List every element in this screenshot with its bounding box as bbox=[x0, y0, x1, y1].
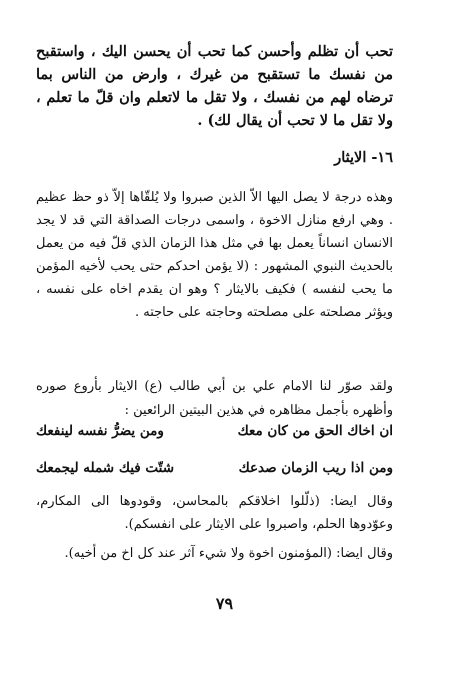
section-heading: ١٦- الايثار bbox=[334, 149, 393, 166]
verse-1-first-hemistich: ان اخاك الحق من كان معك bbox=[237, 423, 393, 439]
verse-line-1 bbox=[36, 423, 393, 439]
verse-line-2 bbox=[36, 460, 393, 476]
verse-1-second-hemistich: ومن يضرُّ نفسه لينفعك bbox=[36, 423, 164, 439]
verse-2-second-hemistich: شتّت فيك شمله ليجمعك bbox=[36, 460, 175, 476]
verse-2-first-hemistich: ومن اذا ريب الزمان صدعك bbox=[238, 460, 393, 476]
paragraph-2: ولقد صوّر لنا الامام علي بن أبي طالب (ع) الايثار بأروع صوره وأظهره بأجمل مظاهره في هذين البيتين الرائعين : bbox=[36, 379, 393, 418]
paragraph-1: وهذه درجة لا يصل اليها الاّ الذين صبروا ولا يُلقّاها إلاّ ذو حظ عظيم . وهي ارفع منازل الاخوة ، واسمى درجات الصداقة التي قد لا يجد الانسان انساناً يعمل بها في مثل هذا الزمان الذي قلّ فيه من يعمل بالحديث النبوي المشهور : (لا يؤمن احدكم حتى يحب لأخيه المؤمن ما يحب لنفسه ) فكيف بالايثار ؟ وهو ان يقدم اخاه على نفسه ، ويؤثر مصلحته على مصلحته وحاجته على حاجته . bbox=[36, 190, 393, 320]
paragraph-4: وقال ايضا: (المؤمنون اخوة ولا شيء آثر عند كل اخ من أخيه). bbox=[64, 546, 393, 561]
opening-quote: تحب أن تظلم وأحسن كما تحب أن يحسن اليك ، واستقبح من نفسك ما تستقبح من غيرك ، وارض من الناس بما ترضاه لهم من نفسك ، ولا تقل ما لاتعلم وان قلّ ما تعلم ، ولا تقل ما لا تحب أن يقال لك) . bbox=[36, 43, 393, 129]
page-number: ٧٩ bbox=[215, 594, 234, 613]
paragraph-3: وقال ايضا: (ذلّلوا اخلاقكم بالمحاسن، وقودوها الى المكارم، وعوّدوها الحلم، واصبروا على الايثار على انفسكم). bbox=[36, 494, 393, 532]
